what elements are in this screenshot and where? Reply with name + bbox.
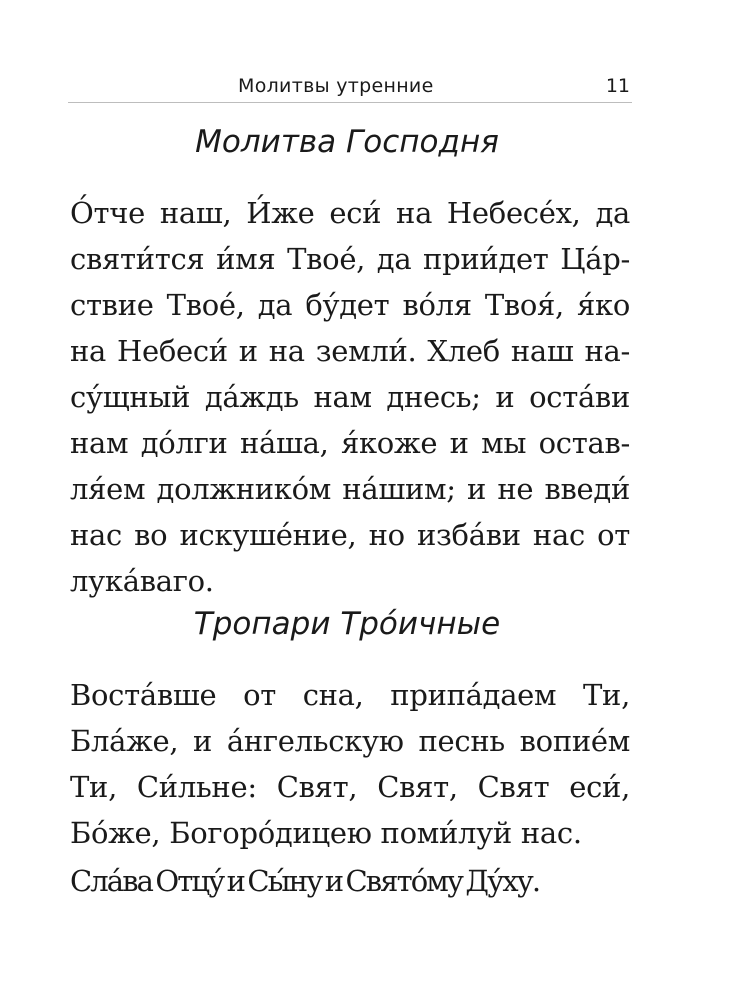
section-heading-lords-prayer: Молитва Господня	[195, 124, 499, 160]
text-line: святи́тся и́мя Твое́, да прии́дет Ца́р-	[70, 242, 630, 276]
text-line: Ти, Си́льне: Свят, Свят, Свят еси́,	[70, 770, 630, 804]
text-line: Бла́же, и а́нгельскую песнь вопие́м	[70, 724, 630, 758]
lords-prayer-text	[70, 190, 630, 604]
troparia-text	[70, 672, 630, 856]
text-line: ствие Твое́, да бу́дет во́ля Твоя́, я́ко	[70, 288, 630, 322]
section-heading-trinity-troparia: Тропари Тро́ичные	[193, 606, 501, 642]
running-head-title: Молитвы утренние	[238, 75, 434, 97]
text-line: О́тче наш, И́же еси́ на Небесе́х, да	[70, 196, 630, 230]
text-line: нас во искуше́ние, но изба́ви нас от	[70, 518, 630, 552]
text-line: лука́ваго.	[70, 564, 214, 598]
text-line: Воста́вше от сна, припа́даем Ти,	[70, 678, 630, 712]
page-number: 11	[605, 75, 630, 97]
text-line: нам до́лги на́ша, я́коже и мы остав-	[70, 426, 630, 460]
text-line: на Небеси́ и на земли́. Хлеб наш на-	[70, 334, 630, 368]
running-head	[68, 72, 632, 103]
text-line: Бо́же, Богоро́дицею поми́луй нас.	[70, 816, 582, 850]
gloria-line: Сла́ва Отцу́ и Сы́ну и Свято́му Ду́ху.	[70, 864, 540, 898]
text-line: ля́ем должнико́м на́шим; и не введи́	[70, 472, 630, 506]
text-line: су́щный да́ждь нам днесь; и оста́ви	[70, 380, 630, 414]
